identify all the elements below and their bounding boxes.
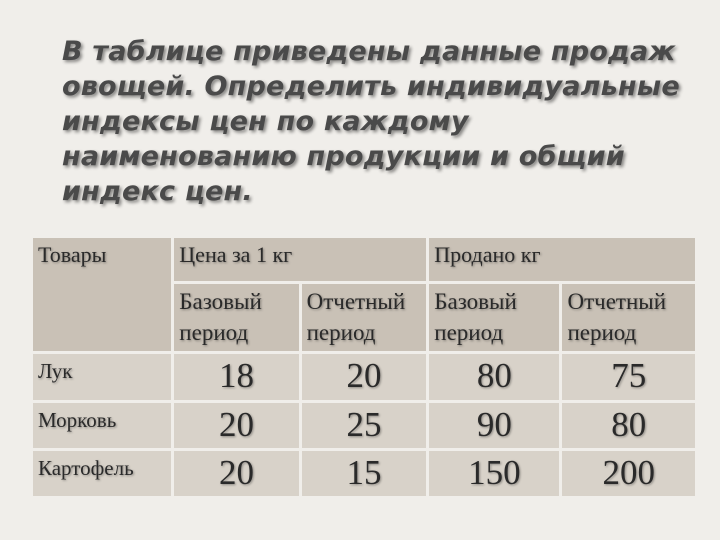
subheader-price-report: Отчетный период bbox=[300, 283, 428, 353]
cell-price-base: 20 bbox=[173, 401, 300, 449]
header-sold: Продано кг bbox=[428, 237, 697, 283]
row-name: Картофель bbox=[32, 449, 173, 497]
table-row bbox=[32, 449, 697, 497]
cell-price-report: 15 bbox=[300, 449, 428, 497]
cell-sold-report: 200 bbox=[561, 449, 697, 497]
cell-sold-base: 80 bbox=[428, 353, 561, 401]
subheader-price-base: Базовый период bbox=[173, 283, 300, 353]
slide-title: В таблице приведены данные продаж овощей. Определить индивидуальные индексы цен по каждому наименованию продукции и общий индекс цен. bbox=[62, 36, 680, 207]
cell-sold-report: 75 bbox=[561, 353, 697, 401]
table-row bbox=[32, 353, 697, 401]
row-name: Лук bbox=[32, 353, 173, 401]
header-price: Цена за 1 кг bbox=[173, 237, 428, 283]
cell-price-report: 25 bbox=[300, 401, 428, 449]
table-header-row bbox=[32, 237, 697, 283]
row-name: Морковь bbox=[32, 401, 173, 449]
cell-sold-base: 90 bbox=[428, 401, 561, 449]
sales-table bbox=[30, 235, 698, 499]
cell-price-base: 20 bbox=[173, 449, 300, 497]
header-goods: Товары bbox=[32, 237, 173, 353]
cell-sold-base: 150 bbox=[428, 449, 561, 497]
cell-price-report: 20 bbox=[300, 353, 428, 401]
cell-sold-report: 80 bbox=[561, 401, 697, 449]
subheader-sold-report: Отчетный период bbox=[561, 283, 697, 353]
cell-price-base: 18 bbox=[173, 353, 300, 401]
table-row bbox=[32, 401, 697, 449]
subheader-sold-base: Базовый период bbox=[428, 283, 561, 353]
